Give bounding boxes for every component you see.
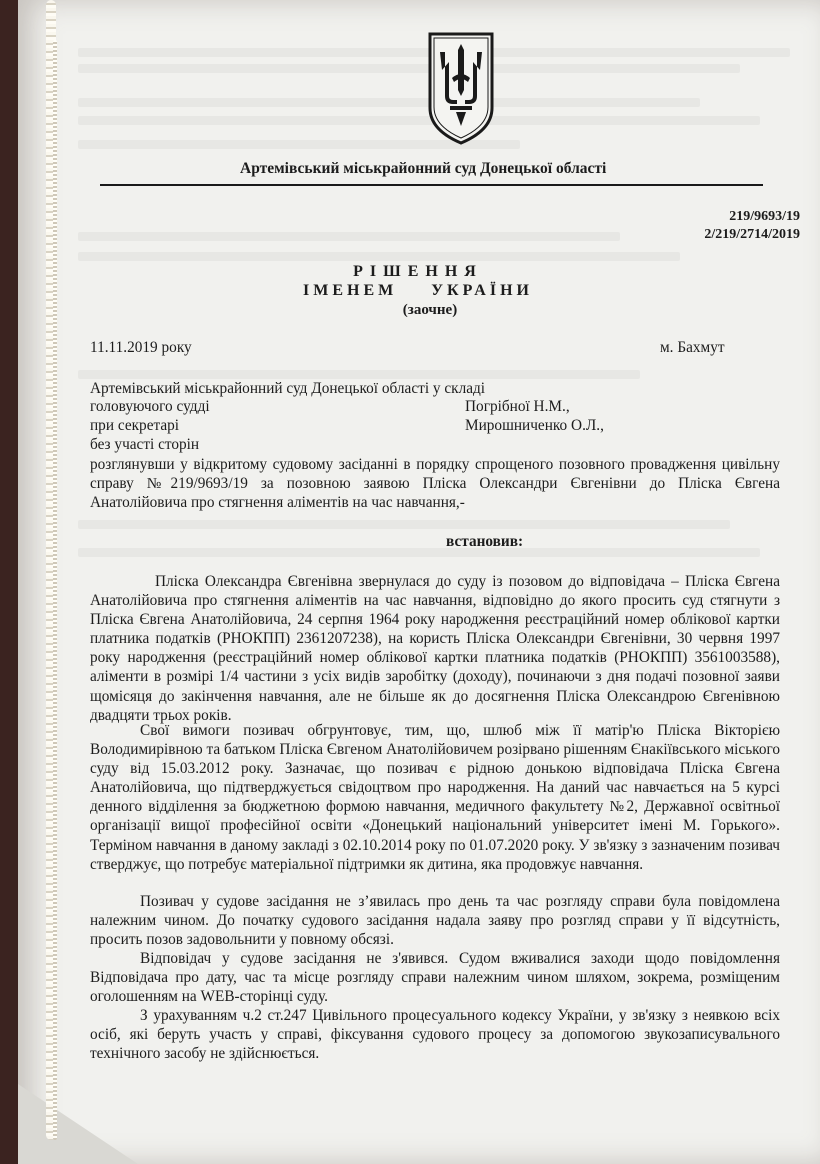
header-divider bbox=[100, 184, 763, 186]
judge-name: Погрібної Н.М., bbox=[465, 398, 570, 415]
trident-coat-of-arms-icon bbox=[426, 30, 496, 146]
case-numbers bbox=[704, 208, 800, 244]
proceeding-number: 2/219/2714/2019 bbox=[704, 227, 800, 242]
decision-place: м. Бахмут bbox=[660, 339, 725, 356]
parties-presence: без участі сторін bbox=[90, 436, 200, 453]
secretary-name: Мирошниченко О.Л., bbox=[465, 417, 604, 434]
decision-type: (заочне) bbox=[402, 302, 458, 318]
body-paragraph: Відповідач у судове засідання не з'явився. Судом вживалися заходи щодо повідомлення Відповідача про дату, час та місце розгляду справи належним чином шляхом, зокрема, розміщеним оголошенням на WEB-сторінці суду. bbox=[90, 950, 780, 1006]
body-paragraph: Пліска Олександра Євгенівна звернулася до суду із позовом до відповідача – Пліска Євгена Анатолійовича про стягнення аліментів на час навчання, відповідно до якого просить суд стягнути з Пліска Євгена Анатолійовича, 24 серпня 1964 року народження реєстраційний номер облікової картки платника податків (РНОКПП) 2361207238), на користь Пліска Олександри Євгенівни, 30 червня 1997 року народження (реєстраційний номер облікової картки платника податків (РНОКПП) 3561003588), аліменти в розмірі 1/4 частини з усіх видів заробітку (доходу), починаючи з дня подачі позовної заяви щомісяця до закінчення навчання, але не більше як до досягнення Пліска Олександрою Євгенівною двадцяти трьох років. bbox=[90, 573, 780, 724]
case-number: 219/9693/19 bbox=[729, 209, 800, 224]
body-paragraph: Позивач у судове засідання не з’явилась про день та час розгляду справи була повідомлена належним чином. До початку судового засідання надала заяву про розгляд справи у її відсутність, просить позов задовольнити у повному обсязі. bbox=[90, 893, 780, 949]
court-header: Артемівський міськрайонний суд Донецької області bbox=[240, 160, 607, 177]
intro-paragraph: розглянувши у відкритому судовому засіданні в порядку спрощеного позовного провадження цивільну справу №219/9693/19 за позовною заявою Пліска Олександри Євгенівни до Пліска Євгена Анатолійовича про стягнення аліментів на час навчання,- bbox=[90, 456, 780, 512]
secretary-label: при секретарі bbox=[90, 417, 180, 434]
body-paragraph: Свої вимоги позивач обгрунтовує, тим, що, шлюб між її матір'ю Пліска Вікторією Володимирівною та батьком Пліска Євгеном Анатолійовичем розірвано рішенням Єнакіївського міського суду від 15.03.2012 року. Зазначає, що позивач є рідною донькою відповідача Пліска Євгена Анатолійовича, що підтверджується свідоцтвом про народження. На даний час навчається на 5 курсі денного відділення за бюджетною формою навчання, медичного факультету №2, Державної освітньої організації вищої професійної освіти «Донецький національний університет імені М. Горького». Терміном навчання в даному закладі з 02.10.2014 року по 01.07.2020 року. У зв'язку з зазначеним позивач стверджує, що потребує матеріальної підтримки як дитина, яка продовжує навчання. bbox=[90, 722, 781, 873]
decision-subtitle: ІМЕНЕМ УКРАЇНИ bbox=[303, 282, 533, 299]
decision-title: РІШЕННЯ bbox=[353, 263, 483, 280]
decision-date: 11.11.2019 року bbox=[90, 339, 192, 356]
body-paragraph: З урахуванням ч.2 ст.247 Цивільного процесуального кодексу України, у зв'язку з неявкою всіх осіб, які беруть участь у справі, фіксування судового процесу за допомогою звукозаписувального технічного засобу не здійснюється. bbox=[90, 1007, 780, 1063]
binding-thread-strand bbox=[53, 40, 57, 1140]
section-heading: встановив: bbox=[446, 533, 524, 550]
folded-corner bbox=[18, 1084, 138, 1164]
judge-label: головуючого судді bbox=[90, 398, 210, 415]
court-composition: Артемівський міськрайонний суд Донецької області у складі bbox=[90, 380, 486, 397]
